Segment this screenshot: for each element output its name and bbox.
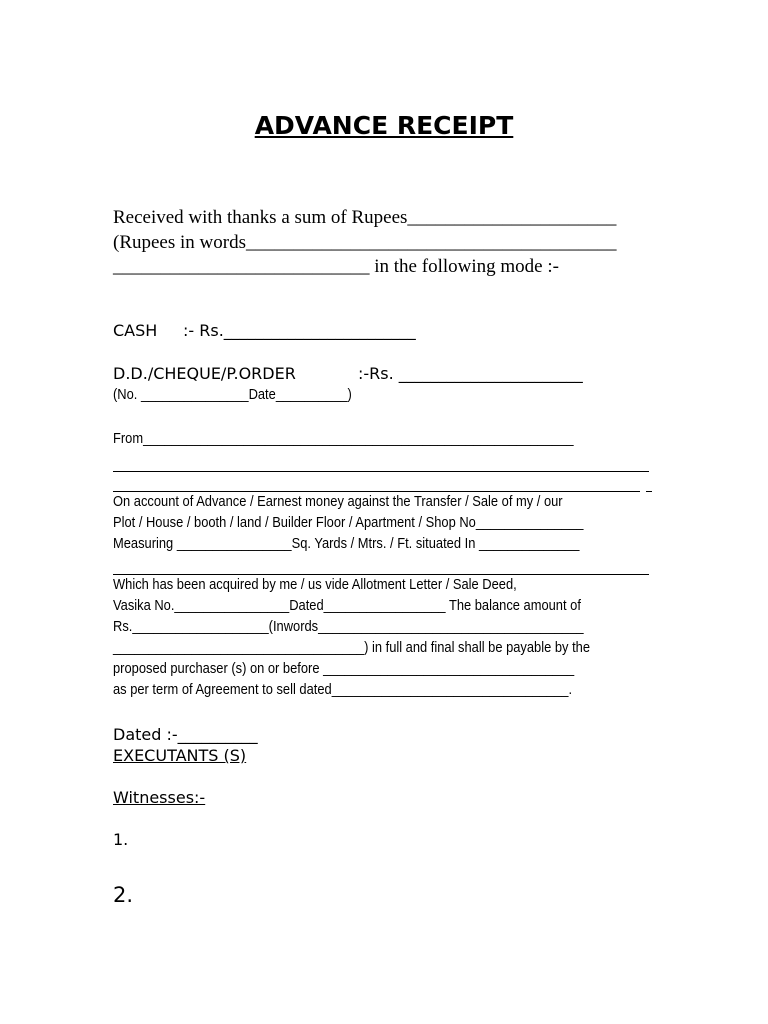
on-account-line-1: On account of Advance / Earnest money against the Transfer / Sale of my / our bbox=[113, 493, 563, 510]
blank-rule bbox=[113, 471, 649, 472]
acquired-line-4: ___________________________________) in full and final shall be payable by the bbox=[113, 639, 591, 656]
blank-rule bbox=[113, 491, 640, 492]
rupees-in-words-line: (Rupees in words_______________________________________ bbox=[113, 232, 617, 253]
acquired-line-6: as per term of Agreement to sell dated_________________________________. bbox=[113, 681, 573, 698]
received-line: Received with thanks a sum of Rupees______________________ bbox=[113, 207, 617, 228]
witnesses-heading: Witnesses:- bbox=[113, 788, 206, 807]
dd-cheque-amount-field: :-Rs. _______________________ bbox=[358, 364, 583, 383]
witness-1: 1. bbox=[113, 830, 129, 849]
dd-number-date-line: (No. _______________Date__________) bbox=[113, 386, 352, 403]
acquired-line-1: Which has been acquired by me / us vide Allotment Letter / Sale Deed, bbox=[113, 576, 517, 593]
acquired-line-5: proposed purchaser (s) on or before ___________________________________ bbox=[113, 660, 575, 677]
witness-2: 2. bbox=[113, 883, 134, 907]
page-title: ADVANCE RECEIPT bbox=[254, 111, 514, 140]
from-line: From____________________________________________________________ bbox=[113, 430, 574, 447]
blank-rule bbox=[646, 491, 652, 492]
on-account-line-3: Measuring ________________Sq. Yards / Mtrs. / Ft. situated In ______________ bbox=[113, 535, 580, 552]
cash-amount-field: :- Rs.________________________ bbox=[183, 321, 416, 340]
acquired-line-2: Vasika No.________________Dated_________________ The balance amount of bbox=[113, 597, 581, 614]
acquired-line-3: Rs.___________________(Inwords_____________________________________ bbox=[113, 618, 584, 635]
cash-label: CASH bbox=[113, 321, 158, 340]
executants-heading: EXECUTANTS (S) bbox=[113, 746, 247, 765]
dated-field: Dated :-__________ bbox=[113, 725, 258, 744]
dd-cheque-label: D.D./CHEQUE/P.ORDER bbox=[113, 364, 296, 383]
payment-mode-line: ___________________________ in the following mode :- bbox=[113, 256, 559, 277]
blank-rule bbox=[113, 574, 649, 575]
on-account-line-2: Plot / House / booth / land / Builder Floor / Apartment / Shop No_______________ bbox=[113, 514, 584, 531]
